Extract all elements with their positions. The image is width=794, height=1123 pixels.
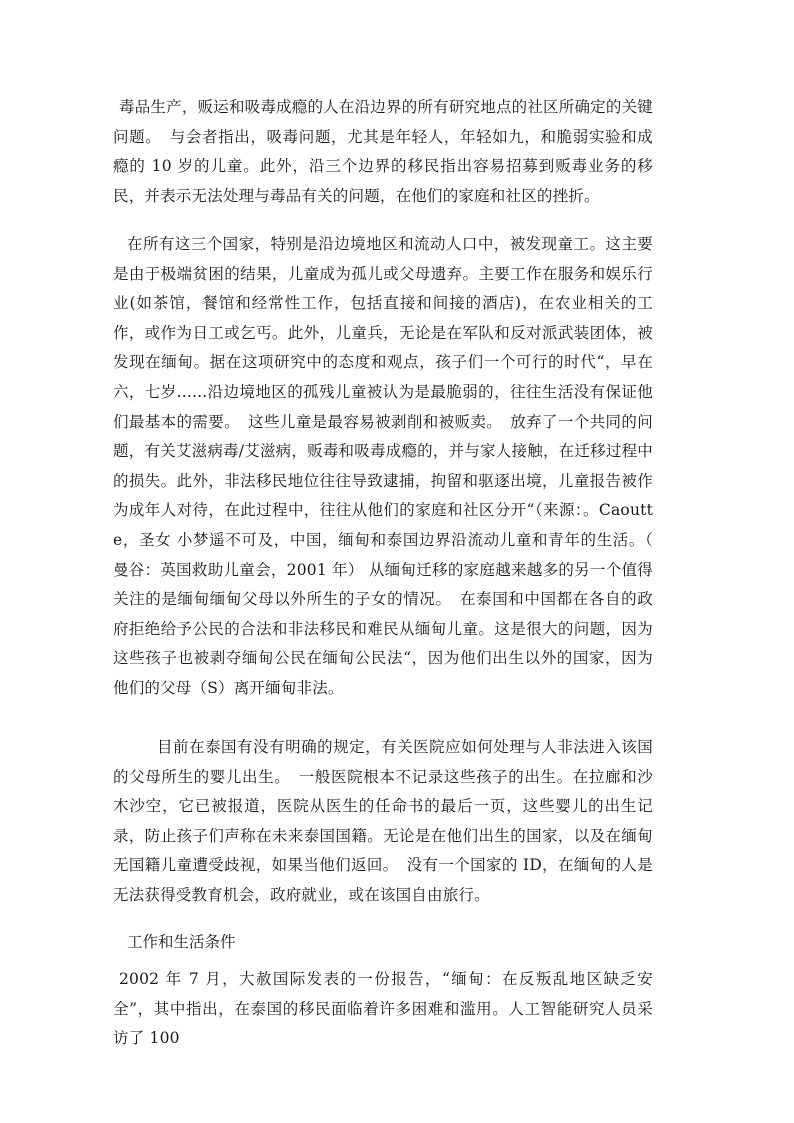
body-paragraph-2: [113, 230, 653, 704]
paragraph-text: 在所有这三个国家，特别是沿边境地区和流动人口中，被发现童工。这主要是由于极端贫困的结果，儿童成为孤儿或父母遗弃。主要工作在服务和娱乐行业(如茶馆，餐馆和经常性工作，包括直接和间接的酒店)，在农业相关的工作，或作为日工或乞丐。此外，儿童兵，无论是在军队和反对派武装团体，被发现在缅甸。据在这项研究中的态度和观点，孩子们一个可行的时代“，早在六，七岁......沿边境地区的孤残儿童被认为是最脆弱的，往往生活没有保证他们最基本的需要。 这些儿童是最容易被剥削和被贩卖。 放弃了一个共同的问题，有关艾滋病毒/艾滋病，贩毒和吸毒成瘾的，并与家人接触，在迁移过程中的损失。此外，非法移民地位往往导致逮捕，拘留和驱逐出境，儿童报告被作为成年人对待，在此过程中，往往从他们的家庭和社区分开“（来源：。Caoutte，圣女 小梦遥不可及，中国，缅甸和泰国边界沿流动儿童和青年的生活。（ 曼谷：英国救助儿童会，2001 年） 从缅甸迁移的家庭越来越多的另一个值得关注的是缅甸缅甸父母以外所生的子女的情况。 在泰国和中国都在各自的政府拒绝给予公民的合法和非法移民和难民从缅甸儿童。这是很大的问题，因为这些孩子也被剥夺缅甸公民在缅甸公民法“，因为他们出生以外的国家，因为他们的父母（S）离开缅甸非法。: [113, 235, 653, 697]
body-paragraph-3: [113, 733, 653, 911]
section-heading: 工作和生活条件: [127, 933, 236, 951]
body-paragraph-4: [113, 965, 653, 1054]
paragraph-text: 目前在泰国有没有明确的规定，有关医院应如何处理与人非法进入该国的父母所生的婴儿出生。 一般医院根本不记录这些孩子的出生。在拉廊和沙木沙空，它已被报道，医院从医生的任命书的最后一页，这些婴儿的出生记录，防止孩子们声称在未来泰国国籍。无论是在他们出生的国家，以及在缅甸无国籍儿童遭受歧视，如果当他们返回。 没有一个国家的 ID，在缅甸的人是无法获得受教育机会，政府就业，或在该国自由旅行。: [113, 738, 653, 904]
paragraph-text: 毒品生产，贩运和吸毒成瘾的人在沿边界的所有研究地点的社区所确定的关键问题。 与会者指出，吸毒问题，尤其是年轻人，年轻如九，和脆弱实验和成瘾的 10 岁的儿童。此外，沿三个边界的移民指出容易招募到贩毒业务的移民，并表示无法处理与毒品有关的问题，在他们的家庭和社区的挫折。: [113, 98, 653, 205]
body-paragraph-1: [113, 93, 653, 211]
paragraph-text: 2002 年 7 月，大赦国际发表的一份报告，“缅甸：在反叛乱地区缺乏安全”，其中指出，在泰国的移民面临着许多困难和滥用。人工智能研究人员采访了 100: [113, 970, 653, 1048]
